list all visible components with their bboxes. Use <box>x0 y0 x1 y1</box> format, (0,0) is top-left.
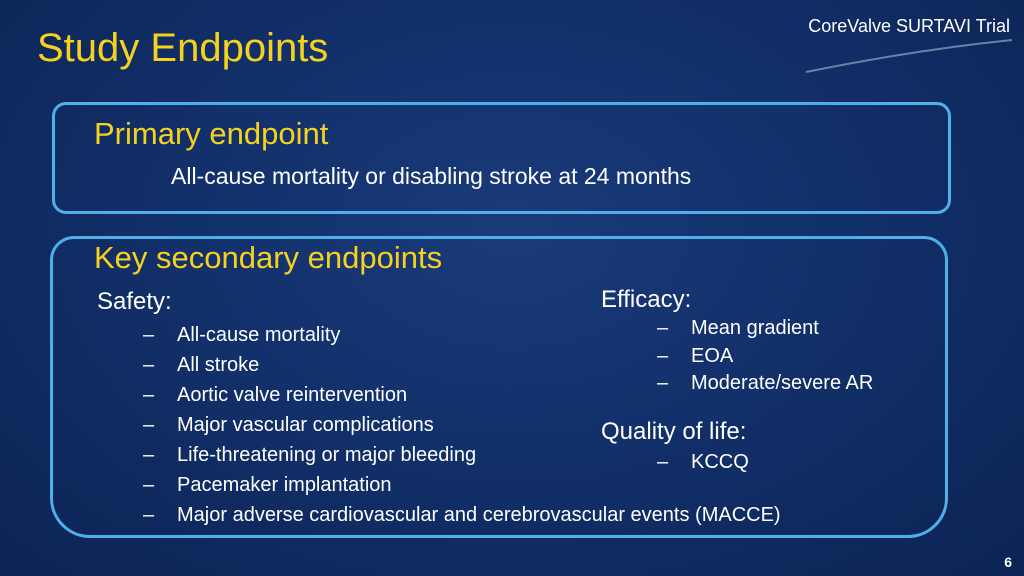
list-item: – Life-threatening or major bleeding <box>177 440 781 470</box>
bullet-dash: – <box>143 414 155 436</box>
list-item: – Pacemaker implantation <box>177 470 781 500</box>
quality-of-life-label: Quality of life: <box>601 418 747 445</box>
brand-swoosh-icon <box>804 36 1014 76</box>
page-number: 6 <box>1004 554 1012 570</box>
bullet-dash: – <box>657 317 669 339</box>
brand-logo-text: CoreValve SURTAVI Trial <box>808 16 1010 36</box>
list-item: – KCCQ <box>691 447 749 477</box>
list-item: – Moderate/severe AR <box>691 370 873 398</box>
list-item: – Major adverse cardiovascular and cerebrovascular events (MACCE) <box>177 500 781 530</box>
list-item: – Aortic valve reintervention <box>177 380 781 410</box>
list-item: – Mean gradient <box>691 315 873 343</box>
bullet-dash: – <box>143 384 155 406</box>
primary-endpoint-text: All-cause mortality or disabling stroke at 24 months <box>171 163 692 189</box>
bullet-dash: – <box>657 372 669 394</box>
efficacy-list <box>657 315 874 398</box>
bullet-dash: – <box>657 451 669 473</box>
list-item: – Major vascular complications <box>177 410 781 440</box>
list-item: – All-cause mortality <box>177 320 781 350</box>
list-item: – All stroke <box>177 350 781 380</box>
bullet-dash: – <box>143 444 155 466</box>
list-item: – EOA <box>691 343 873 371</box>
bullet-dash: – <box>143 474 155 496</box>
quality-of-life-list <box>657 447 749 477</box>
bullet-dash: – <box>143 504 155 526</box>
safety-label: Safety: <box>97 288 172 315</box>
page-title: Study Endpoints <box>37 26 329 70</box>
secondary-endpoints-heading: Key secondary endpoints <box>94 240 443 275</box>
primary-endpoint-heading: Primary endpoint <box>94 116 329 151</box>
bullet-dash: – <box>143 354 155 376</box>
bullet-dash: – <box>657 344 669 367</box>
efficacy-label: Efficacy: <box>601 286 692 313</box>
bullet-dash: – <box>143 324 155 346</box>
